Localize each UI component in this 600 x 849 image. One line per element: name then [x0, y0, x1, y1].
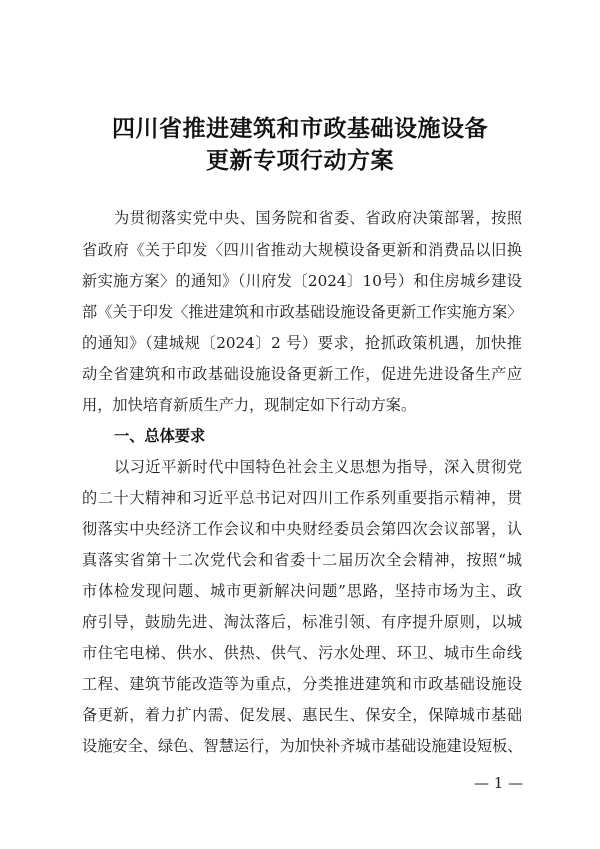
- section-line: 市住宅电梯、供水、供热、供气、污水处理、环卫、城市生命线: [82, 644, 522, 662]
- section-line: 以习近平新时代中国特色社会主义思想为指导，深入贯彻党: [114, 458, 522, 476]
- section-line: 彻落实中央经济工作会议和中央财经委员会第四次会议部署，认: [82, 520, 522, 538]
- intro-line: 用，加快培育新质生产力，现制定如下行动方案。: [82, 396, 417, 414]
- section-heading: 一、总体要求: [114, 427, 206, 445]
- intro-line: 省政府《关于印发〈四川省推动大规模设备更新和消费品以旧换: [82, 241, 522, 259]
- section-line: 真落实省第十二次党代会和省委十二届历次全会精神，按照“城: [82, 551, 522, 569]
- section-line: 工程、建筑节能改造等为重点，分类推进建筑和市政基础设施设: [82, 675, 522, 693]
- section-line: 府引导，鼓励先进、淘汰落后，标准引领、有序提升原则，以城: [82, 613, 522, 631]
- intro-line: 动全省建筑和市政基础设施设备更新工作，促进先进设备生产应: [82, 365, 522, 383]
- document-title-line-1: 四川省推进建筑和市政基础设施设备: [112, 115, 488, 142]
- intro-line: 新实施方案〉的通知》（川府发〔2024〕10号）和住房城乡建设: [82, 272, 522, 290]
- page-number: — 1 —: [474, 774, 524, 792]
- intro-line: 部《关于印发〈推进建筑和市政基础设施设备更新工作实施方案〉: [82, 303, 523, 321]
- section-line: 设施安全、绿色、智慧运行，为加快补齐城市基础设施建设短板、: [82, 737, 523, 755]
- intro-line: 的通知》（建城规〔2024〕2 号）要求，抢抓政策机遇，加快推: [82, 334, 522, 352]
- document-title-line-2: 更新专项行动方案: [206, 147, 394, 174]
- intro-line: 为贯彻落实党中央、国务院和省委、省政府决策部署，按照: [114, 209, 522, 227]
- section-line: 备更新，着力扩内需、促发展、惠民生、保安全，保障城市基础: [82, 706, 522, 724]
- section-line: 市体检发现问题、城市更新解决问题”思路，坚持市场为主、政: [82, 582, 522, 600]
- section-line: 的二十大精神和习近平总书记对四川工作系列重要指示精神，贯: [82, 489, 522, 507]
